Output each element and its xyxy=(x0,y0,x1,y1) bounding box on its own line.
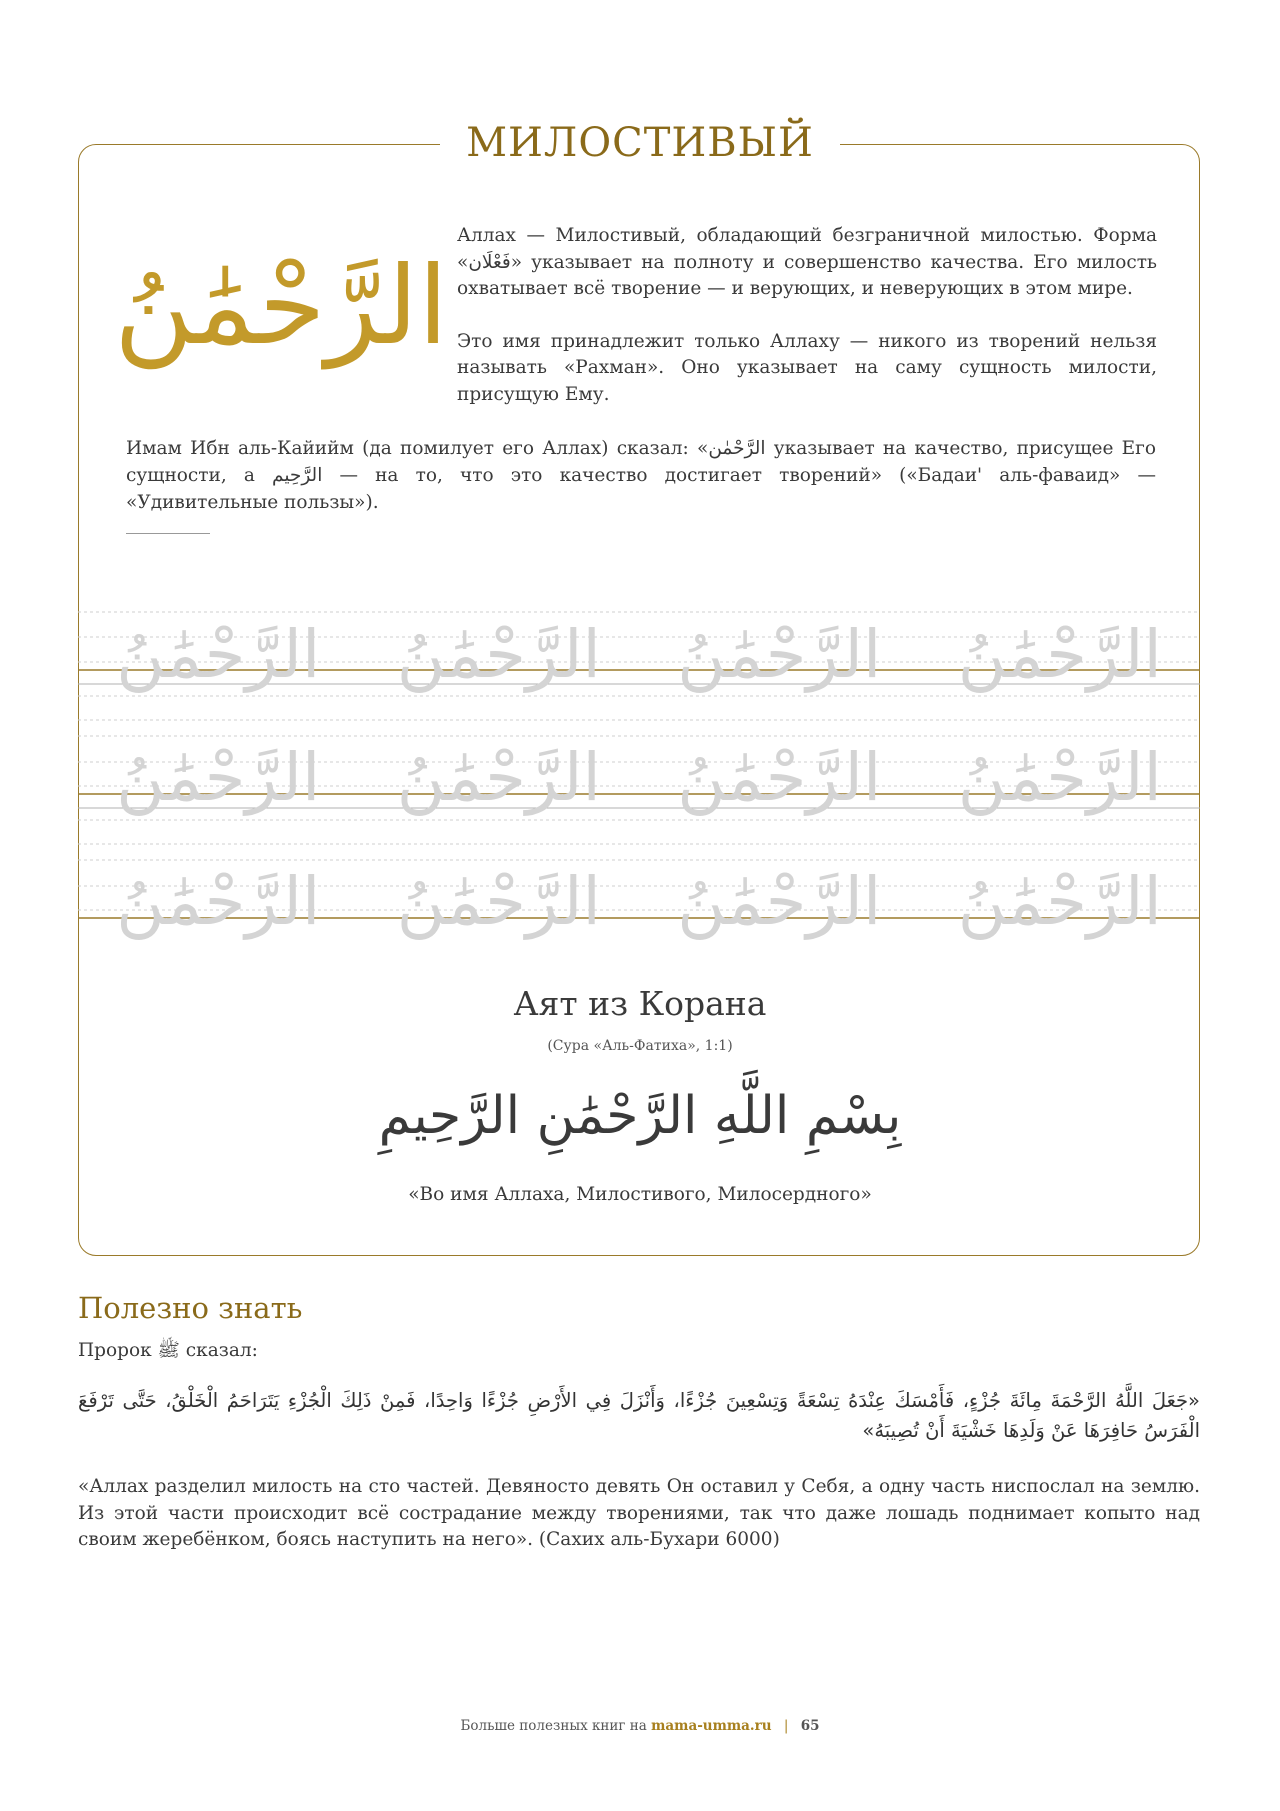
tracing-word: الرَّحْمَٰنُ xyxy=(677,616,882,693)
page-number: 65 xyxy=(800,1718,820,1734)
tracing-row xyxy=(78,728,1200,828)
tracing-word: الرَّحْمَٰنُ xyxy=(957,739,1162,816)
tracing-word: الرَّحْمَٰنُ xyxy=(116,739,321,816)
page-title: МИЛОСТИВЫЙ xyxy=(0,118,1280,168)
tracing-word: الرَّحْمَٰنُ xyxy=(957,863,1162,940)
footer-text: Больше полезных книг на xyxy=(460,1718,647,1734)
tracing-word: الرَّحْمَٰنُ xyxy=(396,863,601,940)
scholar-quote: Имам Ибн аль-Кайийм (да помилует его Аллах) сказал: «الرَّحْمٰن указывает на качество, присущее Его сущности, а الرَّحِيم — на то, что это качество достигает творений» («Бадаи' аль-фаваид» — «Удивительные пользы»). xyxy=(126,438,1157,513)
footer-separator: | xyxy=(783,1718,789,1734)
tracing-area xyxy=(78,600,1200,940)
name-arabic-calligraphy: الرَّحْمَٰنُ xyxy=(114,244,448,369)
ayat-arabic: بِسْمِ اللَّهِ الرَّحْمَٰنِ الرَّحِيمِ xyxy=(378,1086,902,1146)
definition-text xyxy=(457,223,1157,434)
tracing-word: الرَّحْمَٰنُ xyxy=(396,616,601,693)
ayat-translation: «Во имя Аллаха, Милостивого, Милосердного» xyxy=(408,1184,872,1205)
tracing-word: الرَّحْمَٰنُ xyxy=(957,616,1162,693)
prophet-said: Пророк ﷺ сказал: xyxy=(78,1340,258,1361)
footer xyxy=(0,1716,1280,1736)
tracing-word: الرَّحْمَٰنُ xyxy=(116,616,321,693)
tracing-row xyxy=(78,852,1200,952)
useful-section-title: Полезно знать xyxy=(78,1291,303,1325)
hadith-arabic: «جَعَلَ اللَّهُ الرَّحْمَةَ مِائَةَ جُزْءٍ، فَأَمْسَكَ عِنْدَهُ تِسْعَةً وَتِسْعِينَ جُزْءًا، وَأَنْزَلَ فِي الأَرْضِ جُزْءًا وَاحِدًا، فَمِنْ ذَلِكَ الْجُزْءِ يَتَرَاحَمُ الْخَلْقُ، حَتَّى تَرْفَعَ الْفَرَسُ حَافِرَهَا عَنْ وَلَدِهَا خَشْيَةَ أَنْ تُصِيبَهُ» xyxy=(78,1389,1200,1442)
tracing-word: الرَّحْمَٰنُ xyxy=(677,863,882,940)
definition-paragraph-1: Аллах — Милостивый, обладающий безграничной милостью. Форма «فَعْلَان» указывает на полноту и совершенство качества. Его милость охватывает всё творение — и верующих, и неверующих в этом мире. xyxy=(457,225,1157,299)
tracing-word: الرَّحْمَٰنُ xyxy=(677,739,882,816)
tracing-word: الرَّحْمَٰنُ xyxy=(116,863,321,940)
divider xyxy=(126,533,210,534)
tracing-word: الرَّحْمَٰنُ xyxy=(396,739,601,816)
tracing-row xyxy=(78,605,1200,705)
ayat-title: Аят из Корана xyxy=(513,984,767,1023)
footer-site-link[interactable]: mama-umma.ru xyxy=(651,1718,772,1734)
hadith-translation: «Аллах разделил милость на сто частей. Девяносто девять Он оставил у Себя, а одну часть ниспослал на землю. Из этой части происходит всё сострадание между творениями, так что даже лошадь поднимает копыто над своим жеребёнком, боясь наступить на него». (Сахих аль-Бухари 6000) xyxy=(78,1476,1200,1550)
definition-paragraph-2: Это имя принадлежит только Аллаху — никого из творений нельзя называть «Рахман». Оно указывает на саму сущность милости, присущую Ему. xyxy=(457,330,1157,405)
ayat-reference: (Сура «Аль-Фатиха», 1:1) xyxy=(547,1038,733,1054)
